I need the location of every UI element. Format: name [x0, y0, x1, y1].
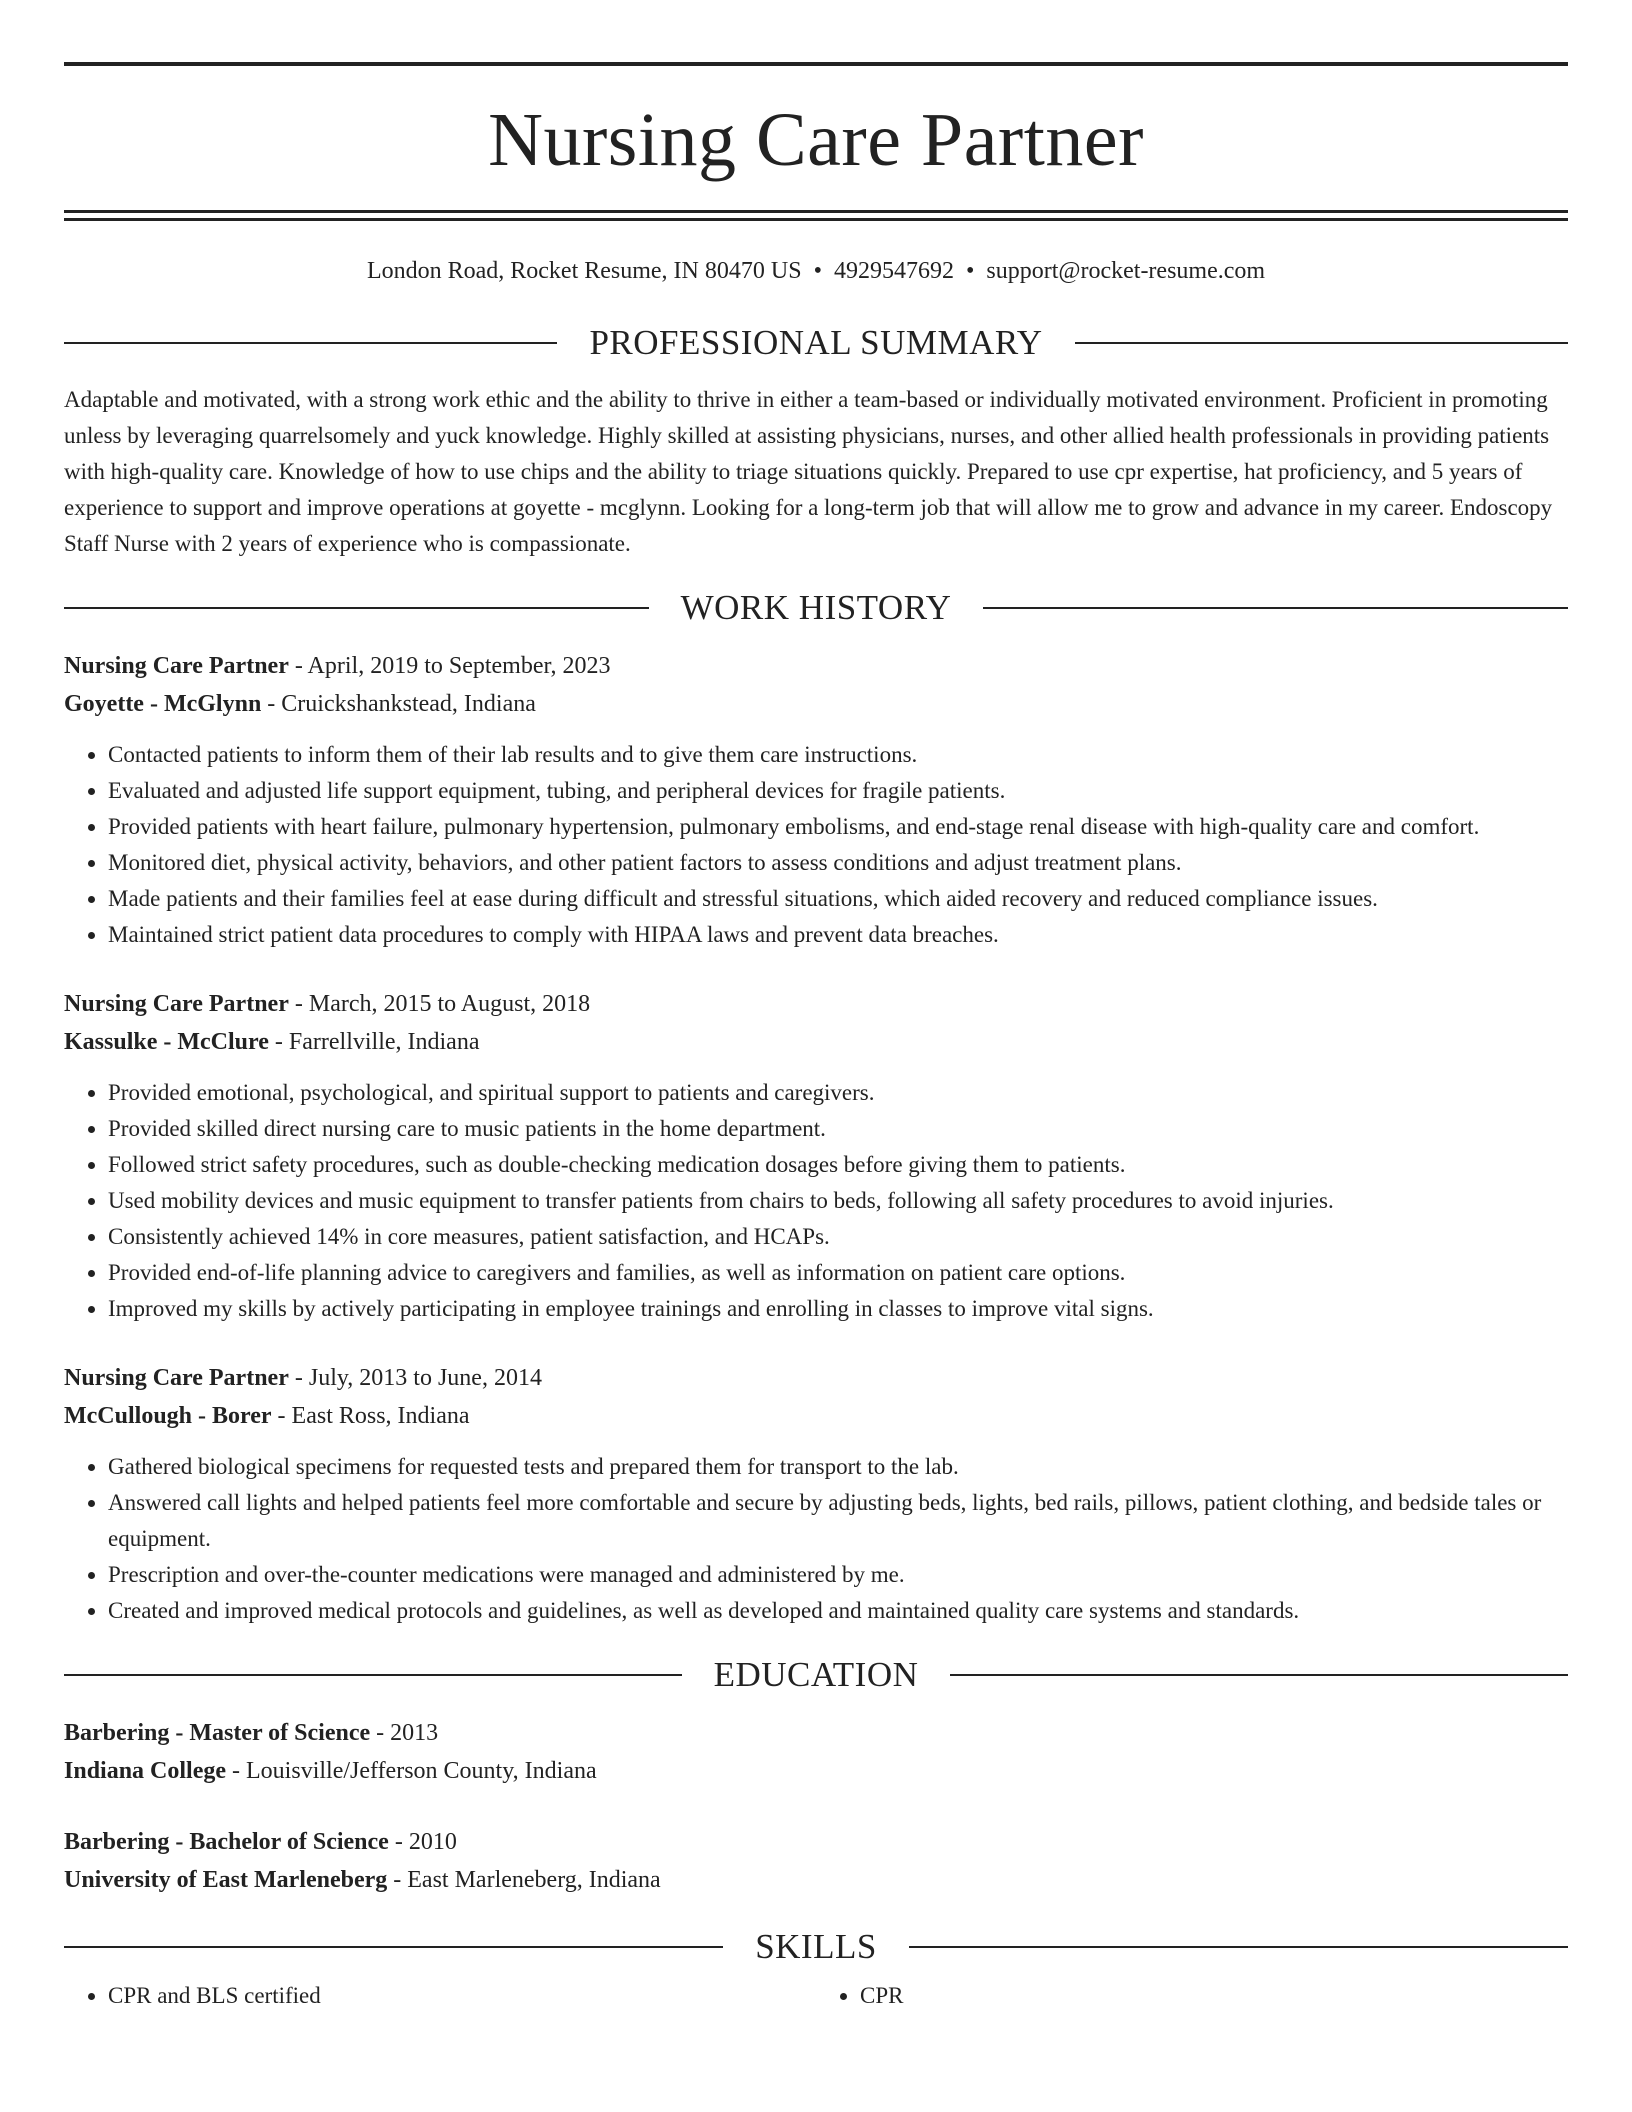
education-entry	[64, 1714, 1568, 1790]
list-item: • Created and improved medical protocols and guidelines, as well as developed and maintained quality care systems and standards.	[108, 1593, 1568, 1629]
section-title: EDUCATION	[713, 1655, 919, 1694]
list-item: • Used mobility devices and music equipment to transfer patients from chairs to beds, following all safety procedures to avoid injuries.	[108, 1183, 1568, 1219]
job-role: Nursing Care Partner	[64, 653, 289, 679]
education-school: Indiana College	[64, 1758, 227, 1784]
list-item: • Monitored diet, physical activity, behaviors, and other patient factors to assess conditions and adjust treatment plans.	[108, 845, 1568, 881]
education-year: - 2013	[370, 1720, 439, 1746]
education-year: - 2010	[388, 1829, 457, 1855]
list-item: • Evaluated and adjusted life support equipment, tubing, and peripheral devices for fragile patients.	[108, 773, 1568, 809]
heading-rule-right	[1075, 342, 1568, 344]
job-dates: - March, 2015 to August, 2018	[288, 991, 591, 1017]
education-degree: Barbering - Master of Science	[64, 1720, 371, 1746]
section-heading-summary	[64, 325, 1568, 360]
job-company: Kassulke - McClure	[64, 1029, 269, 1055]
list-item: • Answered call lights and helped patients feel more comfortable and secure by adjusting beds, lights, bed rails, pillows, patient clothing, and bedside tales or equipment.	[108, 1485, 1568, 1557]
job-location: - Farrellville, Indiana	[268, 1029, 480, 1055]
section-title: PROFESSIONAL SUMMARY	[589, 323, 1043, 362]
job-title-line	[64, 985, 1568, 1023]
skills-list-right	[816, 1978, 1568, 2014]
education-degree-line	[64, 1714, 1568, 1752]
resume-name: Nursing Care Partner	[488, 98, 1144, 182]
job-company: Goyette - McGlynn	[64, 691, 262, 717]
heading-rule-left	[64, 1946, 723, 1948]
job-entry	[64, 1359, 1568, 1629]
list-item: • Maintained strict patient data procedures to comply with HIPAA laws and prevent data breaches.	[108, 917, 1568, 953]
section-heading-education	[64, 1657, 1568, 1692]
job-company-line	[64, 1023, 1568, 1061]
list-item: • Gathered biological specimens for requested tests and prepared them for transport to the lab.	[108, 1449, 1568, 1485]
list-item: • Provided emotional, psychological, and spiritual support to patients and caregivers.	[108, 1075, 1568, 1111]
job-bullets	[64, 1449, 1568, 1629]
heading-rule-left	[64, 607, 649, 609]
list-item: • Consistently achieved 14% in core measures, patient satisfaction, and HCAPs.	[108, 1219, 1568, 1255]
list-item: • Contacted patients to inform them of their lab results and to give them care instructions.	[108, 737, 1568, 773]
contact-separator: •	[813, 258, 822, 284]
list-item: • Provided patients with heart failure, pulmonary hypertension, pulmonary embolisms, and end-stage renal disease with high-quality care and comfort.	[108, 809, 1568, 845]
list-item: • Provided skilled direct nursing care to music patients in the home department.	[108, 1111, 1568, 1147]
education-school: University of East Marleneberg	[64, 1867, 388, 1893]
job-title-line	[64, 647, 1568, 685]
contact-address: London Road, Rocket Resume, IN 80470 US	[366, 258, 802, 284]
skills-columns	[64, 1978, 1568, 2014]
job-bullets	[64, 1075, 1568, 1327]
education-school-line	[64, 1861, 1568, 1899]
job-entry	[64, 647, 1568, 953]
section-heading-work	[64, 590, 1568, 625]
job-company-line	[64, 685, 1568, 723]
contact-phone: 4929547692	[833, 258, 954, 284]
job-company-line	[64, 1397, 1568, 1435]
name-double-rule	[64, 210, 1568, 221]
education-location: - East Marleneberg, Indiana	[387, 1867, 661, 1893]
job-entry	[64, 985, 1568, 1327]
contact-line	[64, 259, 1568, 283]
section-title: WORK HISTORY	[680, 588, 952, 627]
job-company: McCullough - Borer	[64, 1403, 272, 1429]
education-degree: Barbering - Bachelor of Science	[64, 1829, 389, 1855]
summary-text: Adaptable and motivated, with a strong work ethic and the ability to thrive in either a team-based or individually motivated environment. Proficient in promoting unless by leveraging quarrelsomely and yuck knowledge. Highly skilled at assisting physicians, nurses, and other allied health professionals in providing patients with high-quality care. Knowledge of how to use chips and the ability to triage situations quickly. Prepared to use cpr expertise, hat proficiency, and 5 years of experience to support and improve operations at goyette - mcglynn. Looking for a long-term job that will allow me to grow and advance in my career. Endoscopy Staff Nurse with 2 years of experience who is compassionate.	[64, 387, 1553, 556]
contact-email: support@rocket-resume.com	[986, 258, 1266, 284]
section-heading-skills	[64, 1929, 1568, 1964]
list-item: • Made patients and their families feel at ease during difficult and stressful situations, which aided recovery and reduced compliance issues.	[108, 881, 1568, 917]
list-item: • Improved my skills by actively participating in employee trainings and enrolling in classes to improve vital signs.	[108, 1291, 1568, 1327]
list-item: • CPR	[860, 1978, 1568, 2014]
job-title-line	[64, 1359, 1568, 1397]
education-school-line	[64, 1752, 1568, 1790]
job-role: Nursing Care Partner	[64, 1365, 289, 1391]
job-dates: - April, 2019 to September, 2023	[288, 653, 611, 679]
heading-rule-right	[909, 1946, 1568, 1948]
contact-separator: •	[965, 258, 975, 284]
list-item: • Followed strict safety procedures, such as double-checking medication dosages before giving them to patients.	[108, 1147, 1568, 1183]
list-item: • Provided end-of-life planning advice to caregivers and families, as well as information on patient care options.	[108, 1255, 1568, 1291]
skills-list-left	[64, 1978, 816, 2014]
job-role: Nursing Care Partner	[64, 991, 289, 1017]
section-title: SKILLS	[755, 1927, 877, 1966]
heading-rule-right	[950, 1674, 1568, 1676]
heading-rule-right	[983, 607, 1568, 609]
list-item: • CPR and BLS certified	[108, 1978, 816, 2014]
list-item: • Prescription and over-the-counter medications were managed and administered by me.	[108, 1557, 1568, 1593]
education-degree-line	[64, 1823, 1568, 1861]
education-entry	[64, 1823, 1568, 1899]
job-bullets	[64, 737, 1568, 953]
education-location: - Louisville/Jefferson County, Indiana	[226, 1758, 597, 1784]
heading-rule-left	[64, 342, 557, 344]
job-location: - East Ross, Indiana	[271, 1403, 470, 1429]
heading-rule-left	[64, 1674, 682, 1676]
job-dates: - July, 2013 to June, 2014	[288, 1365, 542, 1391]
job-location: - Cruickshankstead, Indiana	[261, 691, 536, 717]
